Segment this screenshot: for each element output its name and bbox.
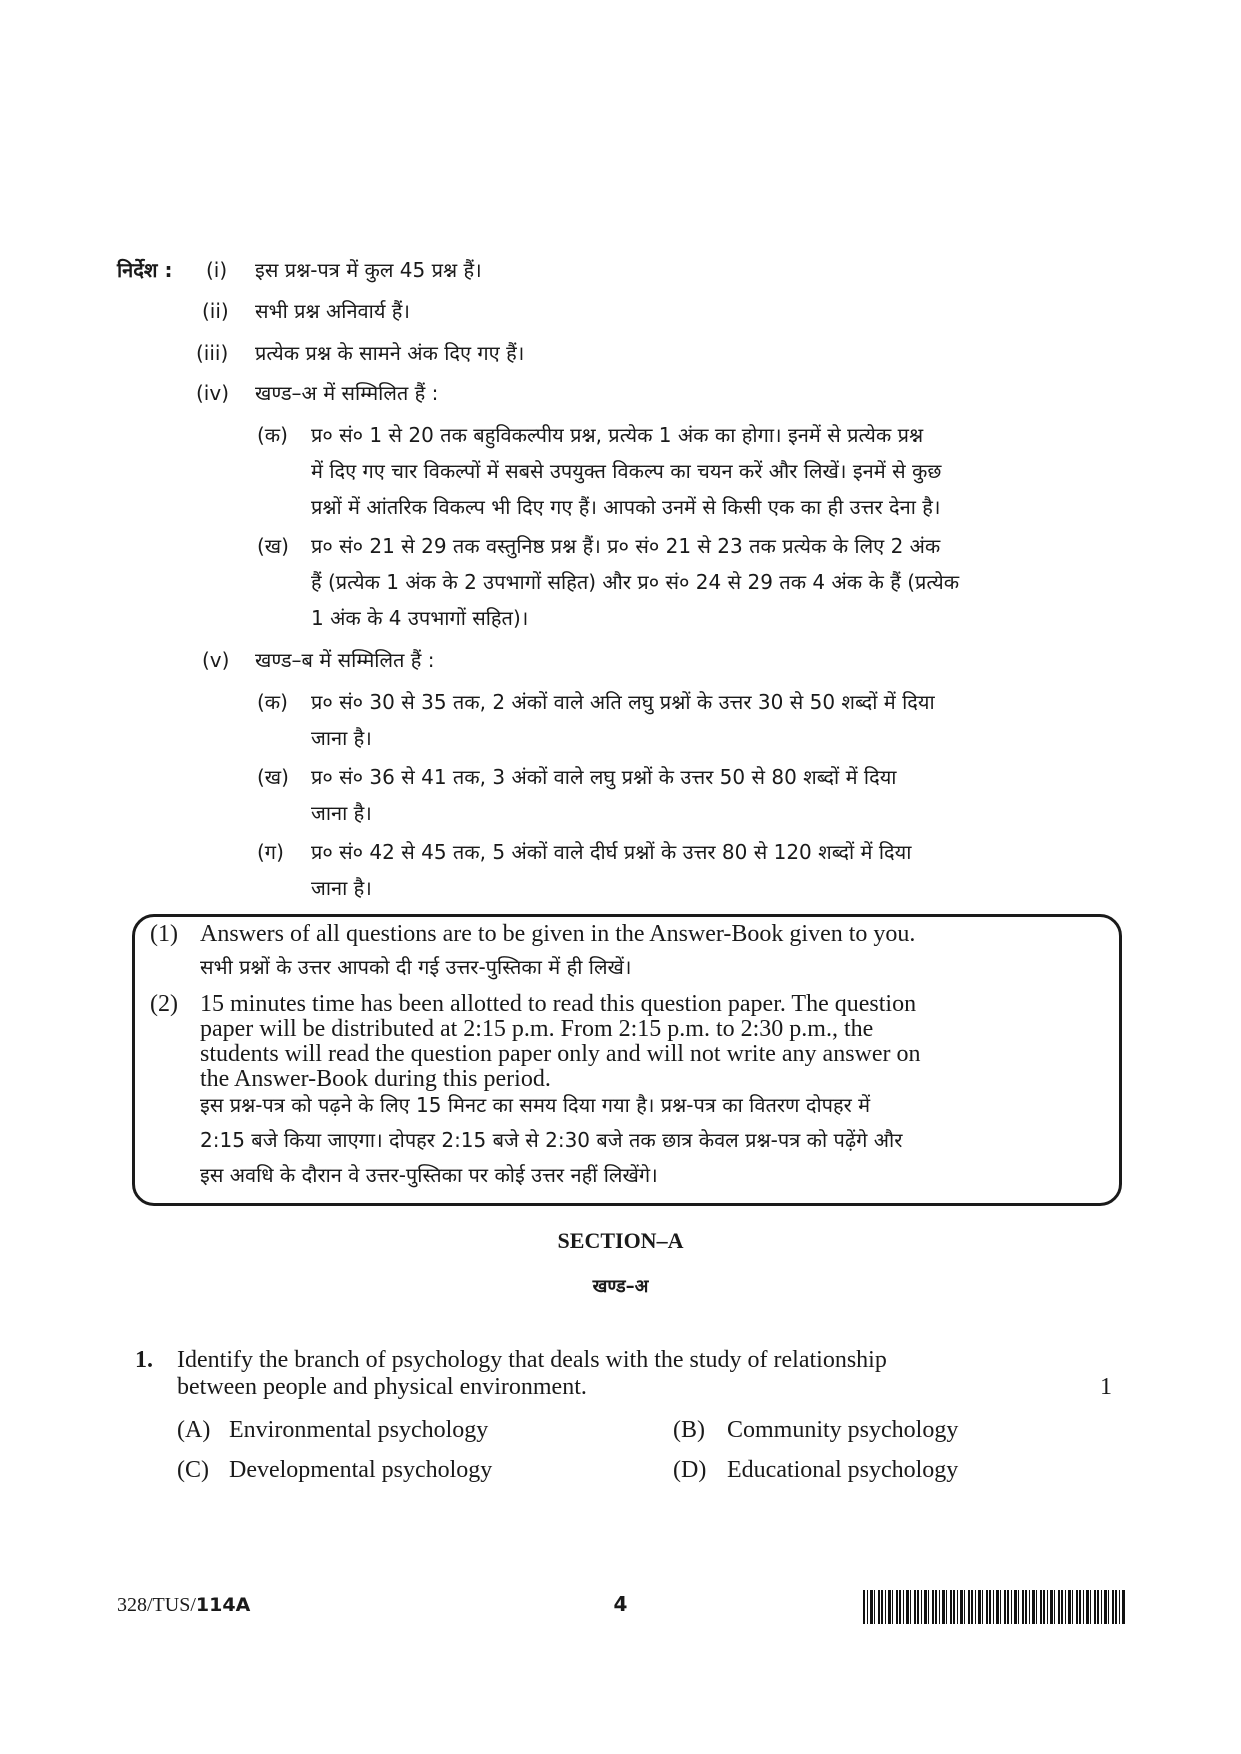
option-text-a: Environmental psychology [229, 1417, 489, 1443]
notice-2-english-line-4: the Answer-Book during this period. [200, 1066, 551, 1092]
notice-2-hindi-line-1: इस प्रश्न-पत्र को पढ़ने के लिए 15 मिनट का समय दिया गया है। प्रश्न-पत्र का वितरण दोपहर में [200, 1093, 871, 1117]
section-a-part-ka-line-2: में दिए गए चार विकल्पों में सबसे उपयुक्त विकल्प का चयन करें और लिखें। इनमें से कुछ [311, 459, 942, 483]
section-b-part-ka-line-1: प्र० सं० 30 से 35 तक, 2 अंकों वाले अति लघु प्रश्नों के उत्तर 30 से 50 शब्दों में दिया [311, 690, 935, 714]
notice-2-english-line-1: 15 minutes time has been allotted to read this question paper. The question [200, 991, 917, 1017]
instructions-label: निर्देश : [117, 258, 173, 282]
notice-marker-2: (2) [150, 991, 178, 1017]
instruction-text-i: इस प्रश्न-पत्र में कुल 45 प्रश्न हैं। [255, 258, 482, 282]
option-text-c: Developmental psychology [229, 1457, 493, 1483]
barcode-icon [863, 1590, 1125, 1624]
section-b-part-ga-line-1: प्र० सं० 42 से 45 तक, 5 अंकों वाले दीर्घ प्रश्नों के उत्तर 80 से 120 शब्दों में दिया [311, 840, 912, 864]
page-number: 4 [613, 1592, 628, 1616]
paper-code-prefix: 328/TUS/ [117, 1594, 196, 1616]
section-a-part-kha-line-2: हैं (प्रत्येक 1 अंक के 2 उपभागों सहित) और प्र० सं० 24 से 29 तक 4 अंक के हैं (प्रत्येक [311, 570, 960, 594]
section-a-part-kha-line-3: 1 अंक के 4 उपभागों सहित)। [311, 606, 529, 630]
question-text-line-1: Identify the branch of psychology that deals with the study of relationship [177, 1347, 887, 1373]
instruction-text-v: खण्ड–ब में सम्मिलित हैं : [255, 648, 435, 672]
instruction-marker-iv: (iv) [196, 381, 229, 405]
section-b-part-kha-line-1: प्र० सं० 36 से 41 तक, 3 अंकों वाले लघु प्रश्नों के उत्तर 50 से 80 शब्दों में दिया [311, 765, 897, 789]
question-marks: 1 [1100, 1374, 1112, 1400]
instruction-text-iii: प्रत्येक प्रश्न के सामने अंक दिए गए हैं। [255, 341, 525, 365]
notice-1-english-line-1: Answers of all questions are to be given in the Answer-Book given to you. [200, 921, 916, 947]
section-a-part-kha-line-1: प्र० सं० 21 से 29 तक वस्तुनिष्ठ प्रश्न हैं। प्र० सं० 21 से 23 तक प्रत्येक के लिए 2 अंक [311, 534, 941, 558]
instruction-marker-i: (i) [206, 258, 228, 282]
notice-2-english-line-3: students will read the question paper only and will not write any answer on [200, 1041, 921, 1067]
notice-marker-1: (1) [150, 921, 178, 947]
notice-1-hindi-line-1: सभी प्रश्नों के उत्तर आपको दी गई उत्तर-पुस्तिका में ही लिखें। [200, 955, 632, 979]
instruction-marker-ii: (ii) [202, 299, 229, 323]
instruction-text-ii: सभी प्रश्न अनिवार्य हैं। [255, 299, 411, 323]
instruction-marker-v: (v) [202, 648, 230, 672]
instruction-marker-iii: (iii) [196, 341, 229, 365]
option-label-c: (C) [177, 1457, 209, 1483]
question-text-line-2: between people and physical environment. [177, 1374, 587, 1400]
option-text-d: Educational psychology [727, 1457, 959, 1483]
notice-2-hindi-line-2: 2:15 बजे किया जाएगा। दोपहर 2:15 बजे से 2:30 बजे तक छात्र केवल प्रश्न-पत्र को पढ़ेंगे और [200, 1128, 903, 1152]
option-label-b: (B) [673, 1417, 705, 1443]
section-b-part-ga-line-2: जाना है। [311, 876, 372, 900]
section-title-english: SECTION–A [557, 1228, 684, 1253]
section-a-part-ka-line-1: प्र० सं० 1 से 20 तक बहुविकल्पीय प्रश्न, प्रत्येक 1 अंक का होगा। इनमें से प्रत्येक प्रश्न [311, 423, 924, 447]
section-b-part-kha-line-2: जाना है। [311, 801, 372, 825]
option-label-d: (D) [673, 1457, 707, 1483]
section-a-part-marker-ka: (क) [257, 423, 288, 447]
option-label-a: (A) [177, 1417, 211, 1443]
instruction-text-iv: खण्ड–अ में सम्मिलित हैं : [255, 381, 439, 405]
section-b-part-marker-ga: (ग) [257, 840, 284, 864]
notice-2-hindi-line-3: इस अवधि के दौरान वे उत्तर-पुस्तिका पर कोई उत्तर नहीं लिखेंगे। [200, 1163, 658, 1187]
question-number: 1. [135, 1347, 153, 1373]
section-b-part-marker-kha: (ख) [257, 765, 289, 789]
paper-code-bold: 114A [195, 1594, 251, 1616]
section-a-part-ka-line-3: प्रश्नों में आंतरिक विकल्प भी दिए गए हैं। आपको उनमें से किसी एक का ही उत्तर देना है। [311, 495, 941, 519]
notice-2-english-line-2: paper will be distributed at 2:15 p.m. From 2:15 p.m. to 2:30 p.m., the [200, 1016, 874, 1042]
section-a-part-marker-kha: (ख) [257, 534, 289, 558]
section-b-part-ka-line-2: जाना है। [311, 726, 372, 750]
section-title-hindi: खण्ड–अ [592, 1276, 649, 1297]
section-b-part-marker-ka: (क) [257, 690, 288, 714]
option-text-b: Community psychology [727, 1417, 959, 1443]
